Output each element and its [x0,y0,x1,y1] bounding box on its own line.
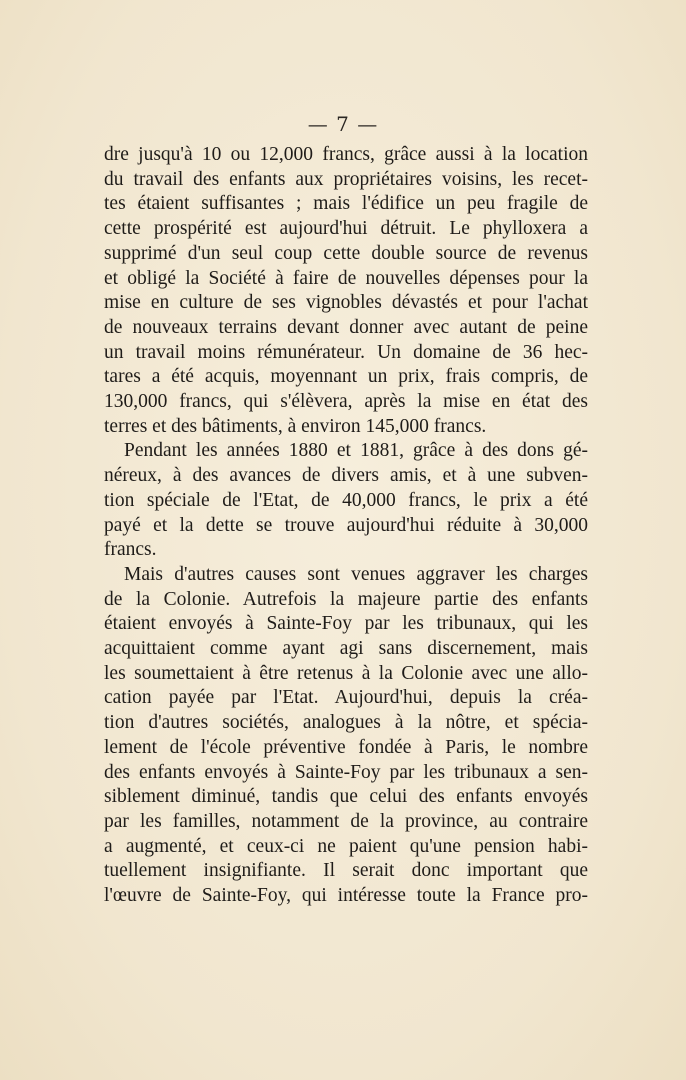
text-line: de la Colonie. Autrefois la majeure partie des enfants [104,588,588,610]
text-line: tares a été acquis, moyennant un prix, frais compris, de [104,366,588,388]
text-line: l'œuvre de Sainte-Foy, qui intéresse toute la France pro- [104,885,588,907]
page-number: — 7 — [307,112,379,136]
text-line: tuellement insignifiante. Il serait donc important que [104,860,588,882]
text-line: par les familles, notamment de la province, au contraire [104,810,588,832]
text-line: Mais d'autres causes sont venues aggraver les charges [124,563,588,585]
text-line: néreux, à des avances de divers amis, et à une subven- [104,465,588,487]
text-line: acquittaient comme ayant agi sans discernement, mais [104,638,588,660]
text-line: du travail des enfants aux propriétaires voisins, les recet- [104,168,588,190]
text-line: terres et des bâtiments, à environ 145,000 francs. [104,415,487,437]
text-line: tion d'autres sociétés, analogues à la nôtre, et spécia- [104,712,588,734]
body-text [104,143,588,909]
text-line: lement de l'école préventive fondée à Paris, le nombre [104,736,588,758]
text-line: francs. [104,539,157,561]
paragraph [104,439,588,563]
text-line: cette prospérité est aujourd'hui détruit. Le phylloxera a [104,218,588,240]
text-line: tion spéciale de l'Etat, de 40,000 francs, le prix a été [104,489,588,511]
text-line: Pendant les années 1880 et 1881, grâce à des dons gé- [124,440,588,462]
text-line: 130,000 francs, qui s'élèvera, après la mise en état des [104,391,588,413]
text-line: des enfants envoyés à Sainte-Foy par les tribunaux a sen- [104,761,588,783]
text-line: les soumettaient à être retenus à la Colonie avec une allo- [104,662,588,684]
text-line: payé et la dette se trouve aujourd'hui réduite à 30,000 [104,514,588,536]
text-line: un travail moins rémunérateur. Un domaine de 36 hec- [104,341,588,363]
paragraph [104,563,588,909]
text-line: a augmenté, et ceux-ci ne paient qu'une pension habi- [104,835,588,857]
paragraph [104,143,588,439]
text-line: tes étaient suffisantes ; mais l'édifice un peu fragile de [104,193,588,215]
text-line: étaient envoyés à Sainte-Foy par les tribunaux, qui les [104,613,588,635]
text-line: siblement diminué, tandis que celui des enfants envoyés [104,786,588,808]
text-line: dre jusqu'à 10 ou 12,000 francs, grâce aussi à la location [104,144,588,165]
text-line: supprimé d'un seul coup cette double source de revenus [104,242,588,264]
text-line: mise en culture de ses vignobles dévastés et pour l'achat [104,292,588,314]
text-line: cation payée par l'Etat. Aujourd'hui, depuis la créa- [104,687,588,709]
text-line: de nouveaux terrains devant donner avec autant de peine [104,316,588,338]
text-line: et obligé la Société à faire de nouvelles dépenses pour la [104,267,588,289]
